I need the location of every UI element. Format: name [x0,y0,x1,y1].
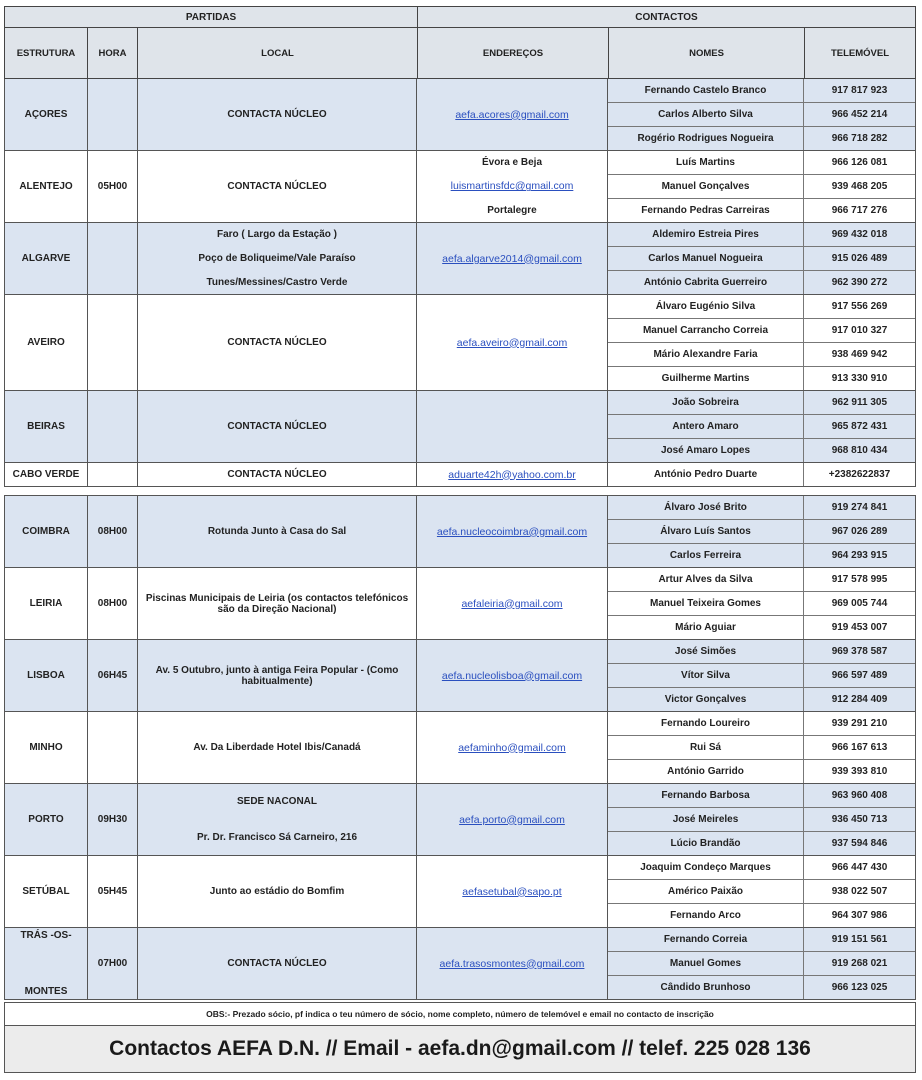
contact-phone: 966 167 613 [831,742,888,753]
estrutura-cell: LISBOA [5,640,88,711]
local-cell [138,391,417,462]
contact-rows [608,391,915,462]
email-link[interactable]: aduarte42h@yahoo.com.br [448,468,576,481]
table-group [4,391,916,463]
table-row [608,271,915,294]
table-group [4,495,916,568]
contact-name: Fernando Correia [608,928,804,951]
table-row [608,79,915,103]
table-group [4,223,916,295]
contact-rows [608,151,915,222]
contact-rows [608,856,915,927]
contact-phone: 936 450 713 [831,814,888,825]
local-text: SEDE NACONAL [236,796,317,808]
table-row [608,520,915,544]
contact-phone: 966 447 430 [831,862,888,873]
contact-name: Manuel Gonçalves [608,175,804,198]
contact-phone: 917 817 923 [831,85,888,96]
table-row [608,856,915,880]
hora-cell [88,79,138,150]
contact-phone: 912 284 409 [831,694,888,705]
col-telemovel: TELEMÓVEL [830,47,890,59]
table-row [608,127,915,150]
table-row [608,664,915,688]
contact-phone: 966 597 489 [831,670,888,681]
contact-rows [608,712,915,783]
estrutura-label-bottom: MONTES [24,986,68,997]
contact-name: Mário Aguiar [608,616,804,639]
local-text: CONTACTA NÚCLEO [227,181,327,192]
local-cell [138,463,417,486]
contact-phone: 939 291 210 [831,718,888,729]
contact-name: Fernando Arco [608,904,804,927]
email-link[interactable]: aefasetubal@sapo.pt [462,885,562,898]
local-cell [138,928,417,999]
hora-cell [88,463,138,486]
table-row [608,808,915,832]
contact-name: Álvaro Eugénio Silva [608,295,804,318]
table-group [4,79,916,151]
estrutura-cell: ALENTEJO [5,151,88,222]
estrutura-cell: SETÚBAL [5,856,88,927]
contact-phone: 917 556 269 [831,301,888,312]
email-link[interactable]: aefa.trasosmontes@gmail.com [439,957,585,970]
enderecos-cell [417,568,608,639]
table-group [4,856,916,928]
local-text: CONTACTA NÚCLEO [227,958,327,969]
local-cell [138,79,417,150]
enderecos-cell [417,151,608,222]
local-text: Piscinas Municipais de Leiria (os contactos telefónicos são da Direção Nacional) [145,592,409,615]
estrutura-cell: PORTO [5,784,88,855]
contact-phone: 939 393 810 [831,766,888,777]
contact-name: Carlos Manuel Nogueira [608,247,804,270]
contact-phone: 962 390 272 [831,277,888,288]
address-text: Portalegre [487,204,537,216]
table-group [4,151,916,223]
enderecos-cell [417,463,608,486]
local-text: CONTACTA NÚCLEO [227,421,327,432]
estrutura-cell: LEIRIA [5,568,88,639]
contact-name: Mário Alexandre Faria [608,343,804,366]
table-group [4,928,916,1000]
contact-rows [608,295,915,390]
table-group [4,784,916,856]
local-text: Av. 5 Outubro, junto à antiga Feira Popular - (Como habitualmente) [155,664,399,687]
contact-name: António Garrido [608,760,804,783]
contact-name: Fernando Barbosa [608,784,804,807]
table-row [608,640,915,664]
table-group [4,463,916,487]
hora-cell [88,223,138,294]
hora-cell: 08H00 [88,496,138,567]
contact-rows [608,568,915,639]
contact-rows [608,223,915,294]
contact-name: João Sobreira [608,391,804,414]
local-text: CONTACTA NÚCLEO [227,109,327,120]
hora-cell [88,295,138,390]
local-text: CONTACTA NÚCLEO [227,469,327,480]
local-text: Tunes/Messines/Castro Verde [206,276,348,288]
contact-name: Álvaro José Brito [608,496,804,519]
contact-phone: 919 268 021 [831,958,888,969]
table-row [608,904,915,927]
contact-phone: 964 307 986 [831,910,888,921]
estrutura-cell: AVEIRO [5,295,88,390]
table-row [608,712,915,736]
local-text: CONTACTA NÚCLEO [227,337,327,348]
table-group [4,295,916,391]
contact-phone: 917 578 995 [831,574,888,585]
contact-name: Joaquim Condeço Marques [608,856,804,879]
local-cell [138,223,417,294]
local-text: Av. Da Liberdade Hotel Ibis/Canadá [193,742,361,753]
estrutura-cell: ALGARVE [5,223,88,294]
contact-phone: 938 469 942 [831,349,888,360]
col-estrutura: ESTRUTURA [5,28,88,78]
table-row [608,151,915,175]
table-row [608,391,915,415]
table-row [608,688,915,711]
local-cell [138,496,417,567]
contact-phone: 969 378 587 [831,646,888,657]
contact-phone: 915 026 489 [831,253,888,264]
contact-name: Fernando Castelo Branco [608,79,804,102]
contact-rows [608,79,915,150]
footer-contacts: Contactos AEFA D.N. // Email - aefa.dn@gmail.com // telef. 225 028 136 [4,1026,916,1073]
contact-phone: +2382622837 [828,469,891,480]
table-row [608,103,915,127]
table-row [608,223,915,247]
hora-cell: 07H00 [88,928,138,999]
table-row [608,736,915,760]
enderecos-cell [417,79,608,150]
contact-phone: 969 432 018 [831,229,888,240]
estrutura-cell: AÇORES [5,79,88,150]
enderecos-cell [417,391,608,462]
contact-name: António Pedro Duarte [608,463,804,486]
contact-phone: 968 810 434 [831,445,888,456]
table-group [4,640,916,712]
email-link[interactable]: aefaminho@gmail.com [458,741,566,754]
contact-name: Álvaro Luís Santos [608,520,804,543]
contact-phone: 937 594 846 [831,838,888,849]
local-cell [138,784,417,855]
contact-name: Artur Alves da Silva [608,568,804,591]
table-row [608,544,915,567]
enderecos-cell [417,640,608,711]
contact-rows [608,784,915,855]
email-link[interactable]: luismartinsfdc@gmail.com [450,180,574,193]
contact-name: Guilherme Martins [608,367,804,390]
contact-name: Fernando Pedras Carreiras [608,199,804,222]
contact-phone: 967 026 289 [831,526,888,537]
email-link[interactable]: aefa.porto@gmail.com [459,813,565,826]
table-body [4,79,916,1000]
col-enderecos: ENDEREÇOS [418,28,609,78]
estrutura-cell: CABO VERDE [5,463,88,486]
table-row [608,784,915,808]
contact-name: Cândido Brunhoso [608,976,804,999]
table-row [608,880,915,904]
contact-phone: 969 005 744 [831,598,888,609]
email-link[interactable]: aefa.aveiro@gmail.com [456,336,568,349]
contact-phone: 917 010 327 [831,325,888,336]
contact-phone: 964 293 915 [831,550,888,561]
hora-cell [88,391,138,462]
email-link[interactable]: aefa.acores@gmail.com [455,108,569,121]
column-headers [4,28,916,79]
hora-cell: 06H45 [88,640,138,711]
estrutura-cell: COIMBRA [5,496,88,567]
contact-rows [608,496,915,567]
contact-name: Carlos Alberto Silva [608,103,804,126]
local-cell [138,856,417,927]
hora-cell: 05H45 [88,856,138,927]
enderecos-cell [417,784,608,855]
contact-phone: 966 123 025 [831,982,888,993]
table-row [608,367,915,390]
local-cell [138,295,417,390]
contact-name: Aldemiro Estreia Pires [608,223,804,246]
contact-name: Vítor Silva [608,664,804,687]
hora-cell: 09H30 [88,784,138,855]
estrutura-cell [5,928,88,999]
contact-phone: 913 330 910 [831,373,888,384]
col-local: LOCAL [138,28,418,78]
obs-note: OBS:- Prezado sócio, pf indica o teu número de sócio, nome completo, número de telemóvel e email no contacto de inscrição [4,1002,916,1026]
contact-phone: 965 872 431 [831,421,888,432]
contact-name: Américo Paixão [608,880,804,903]
hora-cell: 05H00 [88,151,138,222]
contact-rows [608,640,915,711]
table-section-header [4,6,916,28]
contactos-header: CONTACTOS [635,11,698,23]
contact-phone: 938 022 507 [831,886,888,897]
contact-name: Antero Amaro [608,415,804,438]
table-row [608,616,915,639]
col-nomes: NOMES [609,28,805,78]
contact-name: Luís Martins [608,151,804,174]
contact-phone: 919 453 007 [831,622,888,633]
table-row [608,319,915,343]
enderecos-cell [417,496,608,567]
email-link[interactable]: aefa.nucleolisboa@gmail.com [441,669,583,682]
contact-phone: 966 452 214 [831,109,888,120]
contact-phone: 919 151 561 [831,934,888,945]
contact-name: Rui Sá [608,736,804,759]
contact-phone: 966 717 276 [831,205,888,216]
table-row [608,928,915,952]
hora-cell [88,712,138,783]
table-row [608,415,915,439]
table-row [608,760,915,783]
local-text: Rotunda Junto à Casa do Sal [207,526,347,537]
table-row [608,832,915,855]
table-row [608,439,915,462]
local-cell [138,712,417,783]
local-text: Junto ao estádio do Bomfim [209,886,345,897]
email-link[interactable]: aefa.algarve2014@gmail.com [442,252,582,265]
contact-phone: 939 468 205 [831,181,888,192]
enderecos-cell [417,928,608,999]
contact-phone: 966 718 282 [831,133,888,144]
contact-name: Lúcio Brandão [608,832,804,855]
contact-name: José Meireles [608,808,804,831]
table-row [608,199,915,222]
estrutura-cell: MINHO [5,712,88,783]
enderecos-cell [417,712,608,783]
table-group [4,712,916,784]
contact-phone: 963 960 408 [831,790,888,801]
contacts-table [4,6,916,1073]
contact-phone: 919 274 841 [831,502,888,513]
contact-rows [608,928,915,999]
local-text: Pr. Dr. Francisco Sá Carneiro, 216 [196,831,358,843]
col-hora: HORA [88,28,138,78]
enderecos-cell [417,295,608,390]
contact-phone: 966 126 081 [831,157,888,168]
contact-name: Manuel Gomes [608,952,804,975]
contact-name: Fernando Loureiro [608,712,804,735]
contact-name: Manuel Carrancho Correia [608,319,804,342]
partidas-header: PARTIDAS [5,7,418,27]
table-group [4,568,916,640]
table-row [608,496,915,520]
contact-rows [608,463,915,486]
contact-name: Victor Gonçalves [608,688,804,711]
table-row [608,976,915,999]
contact-name: José Amaro Lopes [608,439,804,462]
table-row [608,295,915,319]
estrutura-cell: BEIRAS [5,391,88,462]
contact-phone: 962 911 305 [831,397,888,408]
email-link[interactable]: aefaleiria@gmail.com [461,597,563,610]
contact-name: Manuel Teixeira Gomes [608,592,804,615]
table-row [608,247,915,271]
table-row [608,175,915,199]
local-cell [138,640,417,711]
email-link[interactable]: aefa.nucleocoimbra@gmail.com [436,525,588,538]
enderecos-cell [417,856,608,927]
estrutura-label-top: TRÁS -OS- [20,930,72,941]
local-text: Faro ( Largo da Estação ) [216,229,338,241]
table-row [608,343,915,367]
local-text: Poço de Boliqueime/Vale Paraíso [198,252,356,264]
table-row [608,463,915,486]
local-cell [138,568,417,639]
table-row [608,952,915,976]
table-row [608,592,915,616]
address-text: Évora e Beja [481,157,543,169]
contact-name: Carlos Ferreira [608,544,804,567]
enderecos-cell [417,223,608,294]
hora-cell: 08H00 [88,568,138,639]
contact-name: José Simões [608,640,804,663]
table-row [608,568,915,592]
contact-name: António Cabrita Guerreiro [608,271,804,294]
local-cell [138,151,417,222]
contact-name: Rogério Rodrigues Nogueira [608,127,804,150]
